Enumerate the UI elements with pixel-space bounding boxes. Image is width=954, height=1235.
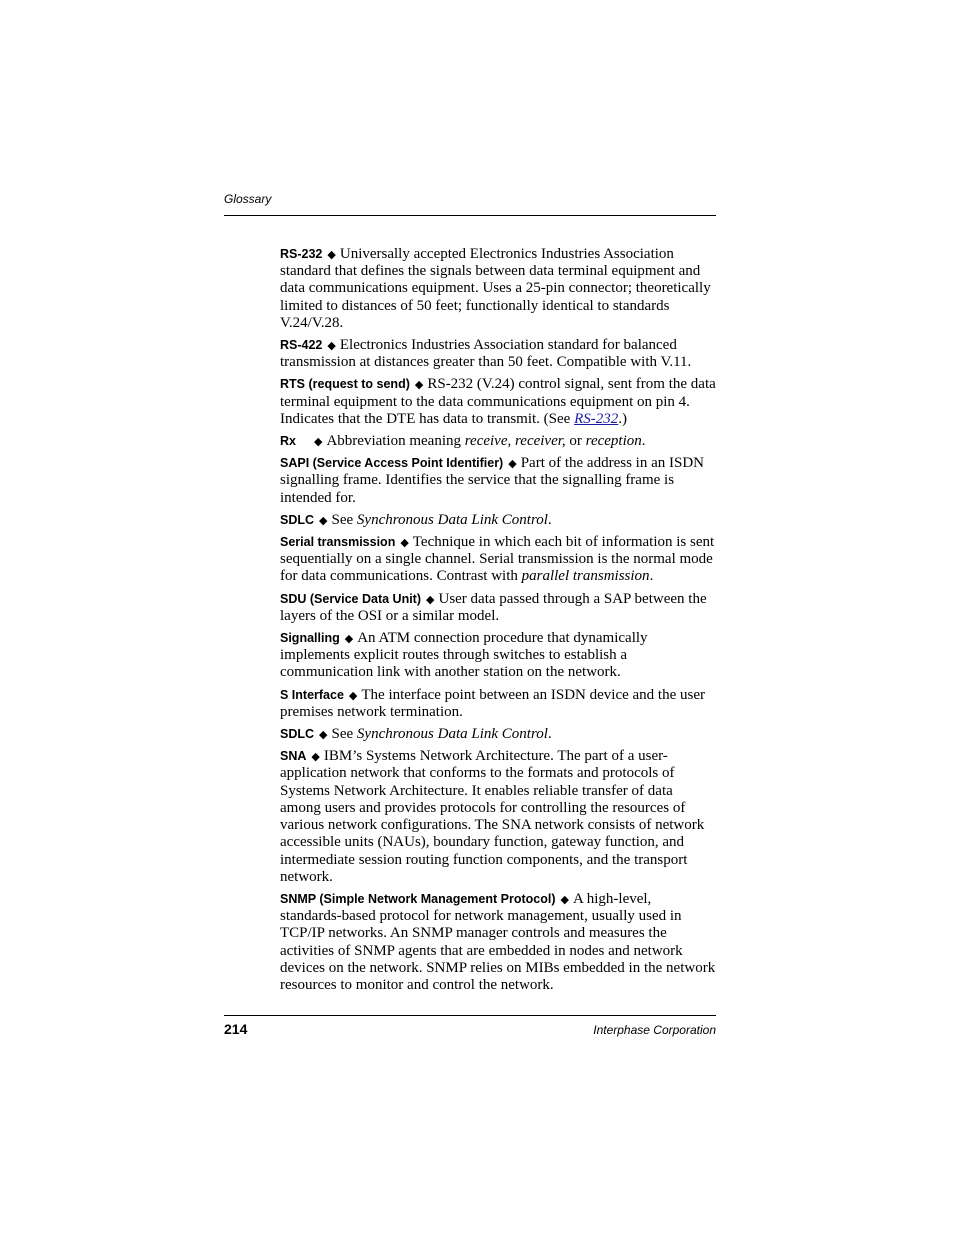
diamond-separator-icon: ◆: [508, 457, 517, 471]
entry-italic-term: parallel transmission: [521, 568, 650, 585]
entry-definition: The interface point between an ISDN device and the user premises network termination.: [280, 686, 705, 720]
entry-definition: User data passed through a SAP between the layers of the OSI or a similar model.: [280, 590, 707, 624]
glossary-entry-signalling: [280, 630, 716, 682]
page-number: 214: [224, 1021, 248, 1037]
diamond-separator-icon: ◆: [327, 339, 336, 353]
diamond-separator-icon: ◆: [414, 378, 424, 392]
entry-italic-term: receiver,: [515, 433, 566, 450]
entry-definition: A high-level, standards-based protocol for network management, usually used in TCP/IP networks. An SNMP manager controls and measures the activities of SNMP agents that are embedded in nodes and network devices on the network. SNMP relies on MIBs embedded in the network resources to monitor and control the network.: [280, 890, 716, 993]
entry-text: .: [547, 726, 552, 743]
entry-text: .: [547, 511, 552, 528]
entry-definition: IBM’s Systems Network Architecture. The part of a user-application network that conforms to the formats and protocols of Systems Network Architecture. It enables reliable transfer of data among users and provides protocols for controlling the resources of various network configurations. The SNA network consists of network accessible units (NAUs), boundary function, gateway function, and intermediate session routing function components, and the transport network.: [280, 748, 705, 885]
entry-italic-term: Synchronous Data Link Control: [356, 511, 548, 528]
entry-definition: See: [331, 511, 357, 528]
glossary-entry-s-interface: [280, 687, 716, 721]
glossary-entries: [280, 246, 716, 999]
glossary-entry-rs-232: [280, 246, 716, 332]
glossary-entry-sdu: [280, 591, 716, 625]
entry-definition: Technique in which each bit of information is sent sequentially on a single channel. Serial transmission is the normal mode for data communications. Contrast with: [280, 534, 715, 585]
glossary-entry-rs-422: [280, 337, 716, 371]
entry-definition: See: [331, 726, 357, 743]
glossary-entry-sdlc-2: [280, 726, 716, 743]
rs-232-cross-reference-link[interactable]: RS-232: [574, 410, 619, 427]
running-header: Glossary: [224, 192, 272, 206]
entry-term: SAPI (Service Access Point Identifier): [280, 456, 504, 471]
diamond-separator-icon: ◆: [319, 728, 328, 742]
entry-term: Signalling: [280, 631, 340, 646]
diamond-separator-icon: ◆: [327, 248, 336, 261]
entry-term: SDLC: [280, 512, 315, 527]
entry-term: SDLC: [280, 727, 315, 742]
entry-definition: Universally accepted Electronics Industries Association standard that defines the signals between data terminal equipment and data communications equipment. Uses a 25-pin connector; theoretically limited to distances of 50 feet; functionally identical to standards V.24/V.28.: [280, 246, 711, 331]
entry-term: RS-232: [280, 247, 323, 261]
diamond-separator-icon: ◆: [319, 513, 328, 527]
entry-definition: An ATM connection procedure that dynamically implements explicit routes through switches to establish a communication link with another station on the network.: [280, 630, 648, 681]
diamond-separator-icon: ◆: [313, 435, 323, 449]
glossary-entry-sna: [280, 748, 716, 886]
entry-term: Serial transmission: [280, 535, 396, 550]
diamond-separator-icon: ◆: [348, 688, 358, 702]
entry-term: RTS (request to send): [280, 377, 410, 392]
entry-term: Rx: [280, 434, 296, 449]
entry-term: SNMP (Simple Network Management Protocol): [280, 891, 556, 906]
entry-text: .: [649, 568, 654, 585]
diamond-separator-icon: ◆: [426, 592, 435, 606]
entry-definition: Electronics Industries Association standard for balanced transmission at distances greater than 50 feet. Compatible with V.11.: [280, 337, 692, 371]
entry-italic-term: receive: [464, 433, 508, 450]
footer-rule: [224, 1015, 716, 1016]
diamond-separator-icon: ◆: [560, 892, 569, 906]
entry-text: ,: [507, 433, 515, 450]
entry-term: SNA: [280, 749, 307, 764]
entry-definition: Abbreviation meaning: [326, 433, 465, 450]
glossary-entry-sdlc: [280, 512, 716, 529]
glossary-entry-serial-transmission: [280, 534, 716, 586]
entry-italic-term: Synchronous Data Link Control: [356, 726, 548, 743]
entry-text: or: [565, 433, 586, 450]
header-rule: [224, 215, 716, 216]
glossary-entry-rts: [280, 376, 716, 428]
entry-italic-term: reception: [585, 433, 642, 450]
entry-definition: RS-232 (V.24) control signal, sent from the data terminal equipment to the data communications equipment on pin 4. Indicates that the DTE has data to transmit. (See: [280, 376, 716, 427]
entry-definition-end: .): [618, 410, 627, 427]
glossary-entry-snmp: [280, 891, 716, 994]
diamond-separator-icon: ◆: [344, 632, 354, 646]
glossary-entry-rx: [280, 433, 716, 450]
entry-term: RS-422: [280, 338, 323, 353]
entry-term: SDU (Service Data Unit): [280, 591, 422, 606]
entry-term: S Interface: [280, 687, 344, 702]
glossary-entry-sapi: [280, 455, 716, 507]
entry-definition: Part of the address in an ISDN signalling frame. Identifies the service that the signalling frame is intended for.: [280, 455, 704, 506]
diamond-separator-icon: ◆: [311, 750, 320, 764]
company-name: Interphase Corporation: [593, 1023, 716, 1037]
diamond-separator-icon: ◆: [400, 536, 409, 550]
entry-text: .: [641, 433, 646, 450]
